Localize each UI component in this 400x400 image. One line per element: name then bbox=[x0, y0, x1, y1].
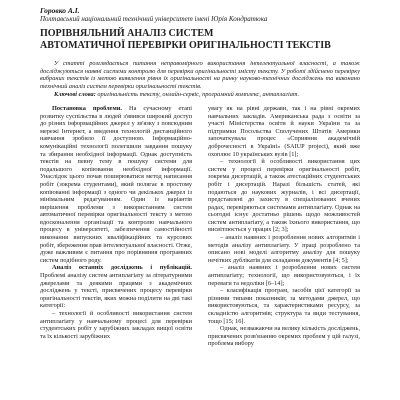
right-column bbox=[208, 105, 360, 348]
paragraph: – технології й особливості використання цих систем у процесі перевірки оригінальності робіт, зокрема дисертацій, а також атестаційних студентських робіт і дисертацій. Наразі більшість статей, які подаються до наукових журналів, і всі дисертації, представлені до захисту в спеціалізованих вчених радах, перевіряються системами антиплагіату. Однак на сьогодні існує достатньо рішень щодо можливостей систем антиплагіату, а також їхнього використання, що висвітлюється у працях [2; 3]; bbox=[208, 158, 360, 234]
author-name: Горовко А.І. bbox=[40, 6, 80, 15]
paragraph: – аналіз наявних і розроблення нових алгоритмів і методів аналізу антиплагіату. У праці розроблено та описано нові моделі алгоритму аналізу для пошуку нечітких дублікатів для складання документів [4; 5]; bbox=[208, 234, 360, 264]
keywords bbox=[40, 91, 360, 99]
paragraph bbox=[40, 264, 192, 310]
paper-title bbox=[40, 28, 360, 52]
keywords-label: Ключові слова: bbox=[54, 91, 96, 99]
section-heading: Постановка проблеми. bbox=[52, 104, 122, 112]
paragraph: – технології й особливості використання систем антиплагіату у навчальному процесі для перевірки студентських робіт у зарубіжних закладах вищої освіти та їх кількості зарубіжних bbox=[40, 310, 192, 340]
left-column bbox=[40, 105, 192, 348]
paragraph-text: На сучасному етапі розвитку суспільства в людей з'явився широкий доступ до різних інформаційних джерел у зв'язку з повсюдним мережі Інтернет, а введення технологій дистанційного навчання зробило її доступною. Інформаційно-комунікаційні технології полегшили завдання пошуку та збирання необхідної інформації. Однак доступність текстів на певну тему в пошуку системи для подальшого копіювання необхідної інформації. Унаслідок цього почав поширюватися метод написання робіт (зокрема студентами), який полягає в простому копіюванні інформації з одного чи декількох джерел із мінімальним редагуванням. Один із варіантів вирішення проблеми з використанням систем автоматичної перевірки оригінальності тексту з метою вдосконалення організації та контролю навчального процесу в університеті, забезпечення самостійності виконання випускних кваліфікаційних та курсових робіт, збереження прав інтелектуальної власності. Отже, дуже важливим є питання про порівняння програмних систем подібного роду. bbox=[40, 104, 193, 264]
paragraph: Однак, незважаючи на велику кількість досліджень, присвячених розв'язанню окремих проблем у цій галузі, проблема вибору bbox=[208, 325, 360, 348]
paragraph bbox=[40, 105, 192, 264]
title-line-1: ПОРІВНЯЛЬНИЙ АНАЛІЗ СИСТЕМ bbox=[40, 28, 214, 39]
paragraph-text: Проблемі аналізу систем антиплагіату за літературними джерелами та деякими працями з академічних досліджень у тексті, присвячених процесу перевірки оригінальності текстів, яких можна поділити на дві такі категорії: bbox=[40, 272, 192, 310]
section-heading: Аналіз останніх досліджень і публікацій. bbox=[52, 264, 192, 272]
title-line-2: АВТОМАТИЧНОЇ ПЕРЕВІРКИ ОРИГІНАЛЬНОСТІ ТЕКСТІВ bbox=[40, 40, 331, 51]
abstract: У статті розглядається питання неправомірного використання інтелектуальної власності, а також досліджуються наявні системи контролю для перевірки оригінальності змісту тексту. У роботі здійснено перевірку вибраних текстів із метою виявлення рівня їх оригінальності на ринку науково-технічних досліджень та виконано технічний аналіз систем перевірки оригінальності текстів. bbox=[40, 60, 360, 90]
author-affiliation: Полтавський національний технічний університет імені Юрія Кондратюка bbox=[40, 15, 268, 23]
paragraph: увагу як на рівні держави, так і на рівні окремих навчальних закладів. Американська рада з освіти за участі Міністерства освіти й науки України та за підтримки Посольства Сполучених Штатів Америки започаткувала процес «Сприяння академічній доброчесності в Україні» (SAIUP project), який вже охоплює 10 українських вузів [1]; bbox=[208, 104, 360, 158]
keywords-text: оригінальність тексту, онлайн-сервіс, програмний комплекс, антиплагіат. bbox=[97, 91, 300, 99]
paragraph: – класифікація програм, засобів цієї категорії за різними типами показників; за методами джерел, що використовуються, та характеристиками ресурсу, за складністю алгоритмів; структура та види тестування, тощо [15; 16]. bbox=[208, 287, 360, 325]
body-columns bbox=[40, 105, 360, 348]
paragraph: – аналіз наявних і розроблення нових систем антиплагіату; технології, що використовуються, і їх переваги та недоліки [6–14]; bbox=[208, 264, 360, 287]
